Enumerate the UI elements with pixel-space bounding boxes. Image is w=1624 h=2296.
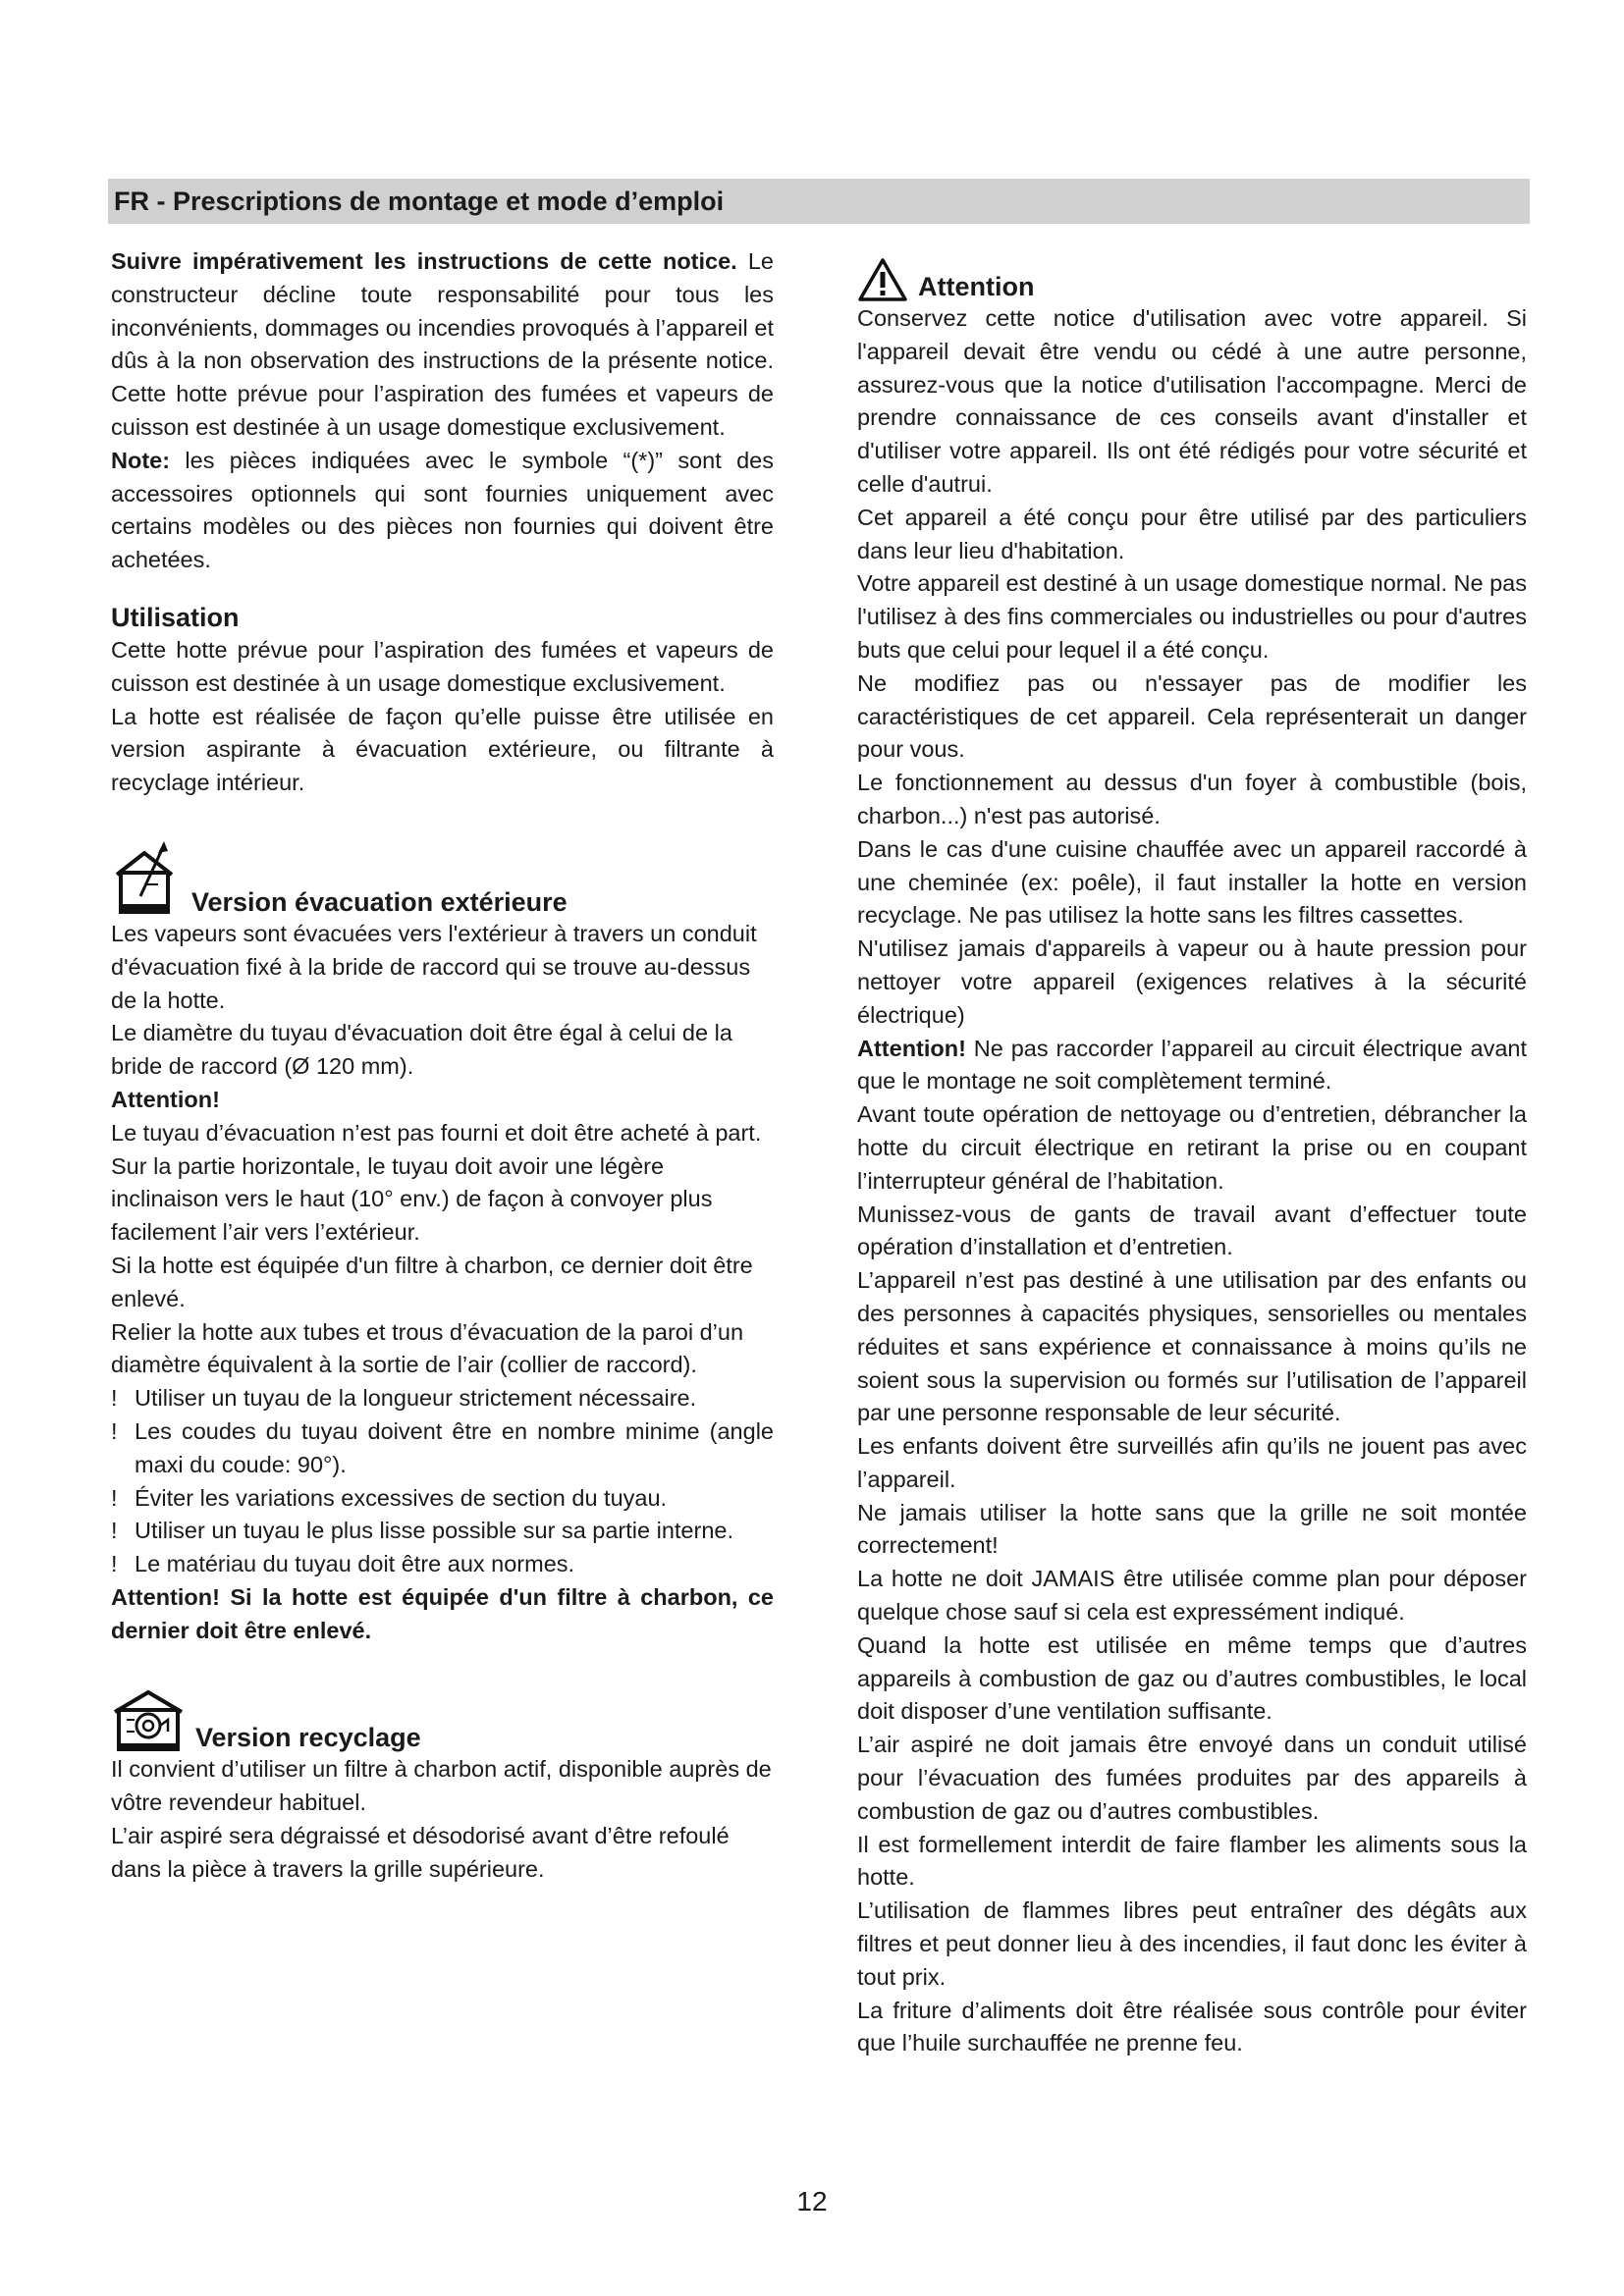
safety-paragraph: L’appareil n’est pas destiné à une utilisation par des enfants ou des personnes à capacités physiques, sensorielles ou mentales réduites et sans expérience et connaissance à moins qu’ils ne soient sous la supervision ou formés sur l’utilisation de l’appareil par une personne responsable de leur sécurité. xyxy=(857,1267,1527,1426)
attention-paragraph: Cet appareil a été conçu pour être utilisé par des particuliers dans leur lieu d'habitation. xyxy=(857,504,1527,563)
evacuation-final-warning: Attention! Si la hotte est équipée d'un filtre à charbon, ce dernier doit être enlevé. xyxy=(111,1583,774,1643)
bullet-mark: ! xyxy=(111,1551,118,1577)
intro-bold: Suivre impérativement les instructions de cette notice. xyxy=(111,248,737,274)
note-paragraph xyxy=(111,445,774,577)
bullet-text: Éviter les variations excessives de section du tuyau. xyxy=(135,1484,668,1511)
bullet-text: Utiliser un tuyau de la longueur strictement nécessaire. xyxy=(135,1385,697,1412)
evacuation-paragraph-3: Le tuyau d’évacuation n’est pas fourni et doit être acheté à part. xyxy=(111,1119,762,1146)
bullet-text: Le matériau du tuyau doit être aux normes. xyxy=(135,1551,575,1577)
list-item xyxy=(111,1548,774,1581)
intro-paragraph xyxy=(111,245,774,445)
list-item xyxy=(111,1515,774,1548)
recycling-heading xyxy=(111,1686,774,1753)
right-column xyxy=(857,257,1527,2060)
safety-paragraph: La friture d’aliments doit être réalisée sous contrôle pour éviter que l’huile surchauffée ne prenne feu. xyxy=(857,1997,1527,2056)
evacuation-paragraph-6: Relier la hotte aux tubes et trous d’évacuation de la paroi d’un diamètre équivalent à la sortie de l’air (collier de raccord). xyxy=(111,1318,744,1378)
attention-title: Attention xyxy=(918,272,1035,301)
evacuation-paragraph-2: Le diamètre du tuyau d'évacuation doit être égal à celui de la bride de raccord (Ø 120 mm). xyxy=(111,1020,732,1080)
evacuation-attention-label: Attention! xyxy=(111,1086,220,1112)
intro-text: Le constructeur décline toute responsabilité pour tous les inconvénients, dommages ou incendies provoqués à l’appareil et dûs à la non observation des instructions de la présente notice. Cette hotte prévue pour l’aspiration des fumées et vapeurs de cuisson est destinée à un usage domestique exclusivement. xyxy=(111,248,775,440)
evacuation-bullet-list xyxy=(111,1382,774,1581)
evacuation-paragraph-4: Sur la partie horizontale, le tuyau doit avoir une légère inclinaison vers le haut (10° env.) de façon à convoyer plus facilement l’air vers l’extérieur. xyxy=(111,1152,713,1246)
safety-paragraph: La hotte ne doit JAMAIS être utilisée comme plan pour déposer quelque chose sauf si cela est expressément indiqué. xyxy=(857,1566,1527,1626)
evacuation-paragraph-1: Les vapeurs sont évacuées vers l'extérieur à travers un conduit d'évacuation fixé à la bride de raccord qui se trouve au-dessus de la hotte. xyxy=(111,920,757,1013)
safety-paragraph: Les enfants doivent être surveillés afin qu’ils ne jouent pas avec l’appareil. xyxy=(857,1433,1527,1492)
utilisation-paragraph-2: La hotte est réalisée de façon qu’elle puisse être utilisée en version aspirante à évacuation extérieure, ou filtrante à recyclage intérieur. xyxy=(111,703,774,796)
evacuation-title: Version évacuation extérieure xyxy=(191,886,568,917)
safety-paragraph: Ne jamais utiliser la hotte sans que la grille ne soit montée correctement! xyxy=(857,1499,1527,1559)
warning-icon xyxy=(857,257,908,302)
section-header-title: FR - Prescriptions de montage et mode d’emploi xyxy=(114,187,725,216)
bullet-mark: ! xyxy=(111,1417,118,1444)
safety-paragraph: Quand la hotte est utilisée en même temps que d’autres appareils à combustion de gaz ou d’autres combustibles, le local doit disposer d’une ventilation suffisante. xyxy=(857,1631,1527,1725)
recycling-title: Version recyclage xyxy=(195,1723,421,1753)
note-label: Note: xyxy=(111,447,171,473)
bullet-text: Les coudes du tuyau doivent être en nombre minime (angle maxi du coude: 90°). xyxy=(135,1417,774,1477)
list-item xyxy=(111,1415,774,1482)
evacuation-heading xyxy=(111,839,774,918)
safety-paragraph: L’utilisation de flammes libres peut entraîner des dégâts aux filtres et peut donner lieu à des incendies, il faut donc les éviter à tout prix. xyxy=(857,1897,1527,1990)
attention-paragraph: Conservez cette notice d'utilisation avec votre appareil. Si l'appareil devait être vendu ou cédé à une autre personne, assurez-vous que la notice d'utilisation l'accompagne. Merci de prendre connaissance de ces conseils avant d'installer et d'utiliser votre appareil. Ils ont été rédigés pour votre sécurité et celle d'autrui. xyxy=(857,305,1527,497)
attention2-text: Ne pas raccorder l’appareil au circuit électrique avant que le montage ne soit complètement terminé. xyxy=(857,1035,1527,1095)
section-header xyxy=(108,179,1530,224)
safety-paragraph: Avant toute opération de nettoyage ou d’entretien, débrancher la hotte du circuit électrique en retirant la prise ou en coupant l’interrupteur général de l’habitation. xyxy=(857,1101,1527,1194)
attention-paragraph: N'utilisez jamais d'appareils à vapeur ou à haute pression pour nettoyer votre appareil (exigences relatives à la sécurité électrique) xyxy=(857,935,1527,1028)
attention-paragraph: Ne modifiez pas ou n'essayer pas de modifier les caractéristiques de cet appareil. Cela représenterait un danger pour vous. xyxy=(857,669,1527,763)
recycling-paragraph-1: Il convient d’utiliser un filtre à charbon actif, disponible auprès de vôtre revendeur habituel. xyxy=(111,1756,772,1816)
safety-paragraph: L’air aspiré ne doit jamais être envoyé dans un conduit utilisé pour l’évacuation des fumées produites par des appareils à combustion de gaz ou d’autres combustibles. xyxy=(857,1732,1527,1824)
attention-paragraph: Le fonctionnement au dessus d'un foyer à combustible (bois, charbon...) n'est pas autorisé. xyxy=(857,770,1527,828)
attention-heading xyxy=(857,257,1527,302)
safety-paragraph: Il est formellement interdit de faire flamber les aliments sous la hotte. xyxy=(857,1831,1527,1891)
utilisation-title: Utilisation xyxy=(111,602,240,632)
evacuation-paragraph-5: Si la hotte est équipée d'un filtre à charbon, ce dernier doit être enlevé. xyxy=(111,1252,753,1311)
attention-electric-paragraph xyxy=(857,1033,1527,1099)
attention2-label: Attention! xyxy=(857,1035,966,1061)
bullet-text: Utiliser un tuyau le plus lisse possible sur sa partie interne. xyxy=(135,1518,733,1544)
bullet-mark: ! xyxy=(111,1385,118,1412)
bullet-mark: ! xyxy=(111,1518,118,1544)
utilisation-paragraph-1: Cette hotte prévue pour l’aspiration des fumées et vapeurs de cuisson est destinée à un usage domestique exclusivement. xyxy=(111,636,774,696)
bullet-mark: ! xyxy=(111,1484,118,1511)
page-number: 12 xyxy=(796,2186,828,2216)
safety-paragraph: Munissez-vous de gants de travail avant d’effectuer toute opération d’installation et d’entretien. xyxy=(857,1201,1527,1260)
recycling-paragraph-2: L’air aspiré sera dégraissé et désodorisé avant d’être refoulé dans la pièce à travers la grille supérieure. xyxy=(111,1823,730,1882)
list-item xyxy=(111,1382,774,1415)
note-text: les pièces indiquées avec le symbole “(*)” sont des accessoires optionnels qui sont fournies uniquement avec certains modèles ou des pièces non fournies qui doivent être achetées. xyxy=(111,447,774,573)
recirculation-icon xyxy=(111,1686,186,1753)
external-exhaust-icon xyxy=(111,839,182,918)
attention-paragraph: Votre appareil est destiné à un usage domestique normal. Ne pas l'utilisez à des fins commerciales ou industrielles ou pour d'autres buts que celui pour lequel il a été conçu. xyxy=(857,570,1527,663)
left-column xyxy=(111,245,774,1887)
list-item xyxy=(111,1482,774,1516)
attention-paragraph: Dans le cas d'une cuisine chauffée avec un appareil raccordé à une cheminée (ex: poêle), il faut installer la hotte en version recyclage. Ne pas utilisez la hotte sans les filtres cassettes. xyxy=(857,835,1527,929)
